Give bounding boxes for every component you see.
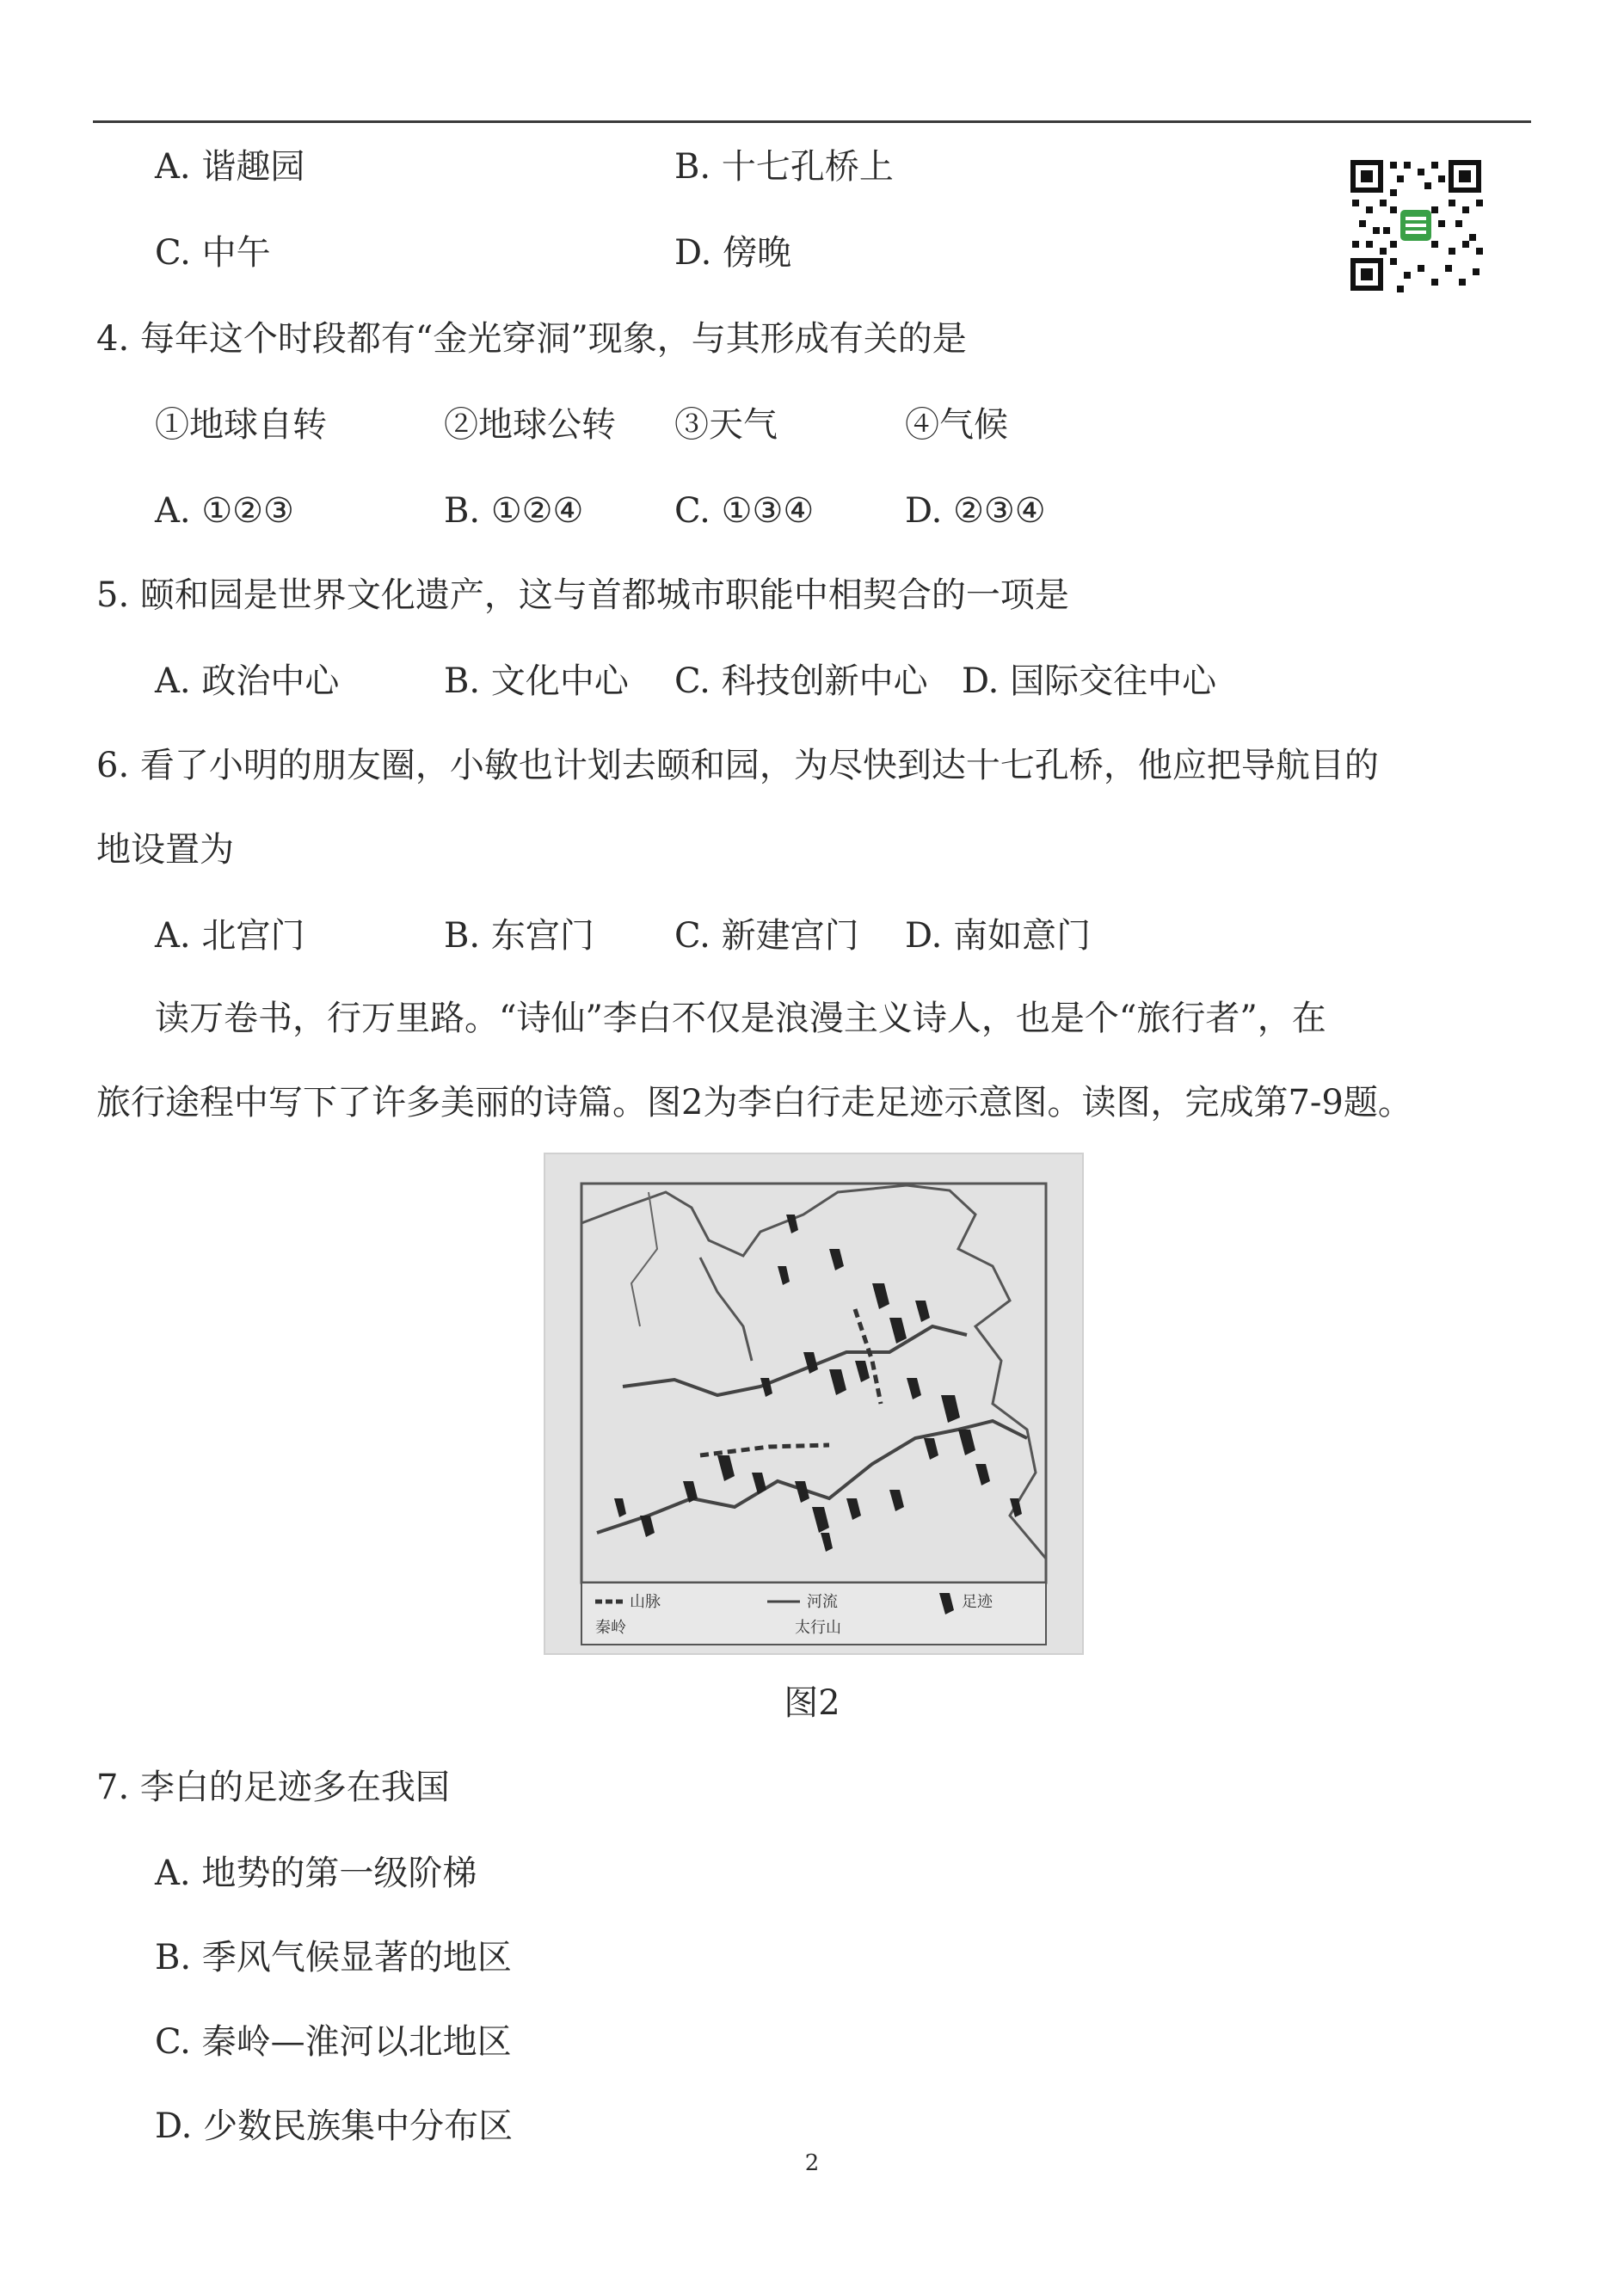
q4-option-c[interactable]: C. ①③④ [674, 491, 815, 531]
q5-option-a[interactable]: A. 政治中心 [155, 661, 340, 701]
header-rule [93, 120, 1531, 123]
q6-stem-line2: 地设置为 [96, 830, 234, 870]
map-svg [545, 1154, 1082, 1653]
q6-option-b[interactable]: B. 东宫门 [444, 916, 594, 956]
q4-option-b[interactable]: B. ①②④ [444, 491, 584, 531]
q5-option-d[interactable]: D. 国际交往中心 [962, 661, 1217, 701]
q7-option-a[interactable]: A. 地势的第一级阶梯 [155, 1854, 477, 1893]
q7-option-b[interactable]: B. 季风气候显著的地区 [155, 1938, 512, 1977]
q4-option-d[interactable]: D. ②③④ [905, 491, 1046, 531]
q5-option-c[interactable]: C. 科技创新中心 [674, 661, 928, 701]
q4-item-2: ②地球公转 [444, 405, 616, 445]
q3-option-a[interactable]: A. 谐趣园 [155, 147, 305, 187]
q3-option-c[interactable]: C. 中午 [155, 233, 271, 273]
q5-stem: 5. 颐和园是世界文化遗产，这与首都城市职能中相契合的一项是 [96, 575, 1069, 615]
q7-option-d[interactable]: D. 少数民族集中分布区 [155, 2106, 514, 2146]
legend-footprint-label: 足迹 [962, 1593, 993, 1611]
q6-option-a[interactable]: A. 北宫门 [155, 916, 305, 956]
q4-item-3: ③天气 [674, 405, 778, 445]
q3-option-b[interactable]: B. 十七孔桥上 [674, 147, 894, 187]
q7-stem: 7. 李白的足迹多在我国 [96, 1768, 450, 1807]
legend-river-label: 河流 [807, 1593, 838, 1611]
q4-option-a[interactable]: A. ①②③ [155, 491, 294, 531]
q6-option-c[interactable]: C. 新建宫门 [674, 916, 859, 956]
legend-mountain-label: 山脉 [630, 1593, 661, 1611]
passage-line1: 读万卷书，行万里路。“诗仙”李白不仅是浪漫主义诗人，也是个“旅行者”，在 [155, 999, 1326, 1038]
legend-qinling-label: 秦岭 [595, 1619, 626, 1637]
q3-option-d[interactable]: D. 傍晚 [674, 233, 792, 273]
q7-option-c[interactable]: C. 秦岭—淮河以北地区 [155, 2022, 512, 2062]
passage-line2: 旅行途程中写下了许多美丽的诗篇。图2为李白行走足迹示意图。读图，完成第7-9题。 [96, 1083, 1412, 1122]
q4-item-1: ①地球自转 [155, 405, 327, 445]
q6-stem-line1: 6. 看了小明的朋友圈，小敏也计划去颐和园，为尽快到达十七孔桥，他应把导航目的 [96, 746, 1379, 785]
figure-2-map [544, 1153, 1084, 1655]
q6-option-d[interactable]: D. 南如意门 [905, 916, 1092, 956]
qr-code-icon [1347, 157, 1485, 294]
q4-stem: 4. 每年这个时段都有“金光穿洞”现象，与其形成有关的是 [96, 319, 967, 359]
legend-taihang-label: 太行山 [795, 1619, 841, 1637]
q5-option-b[interactable]: B. 文化中心 [444, 661, 629, 701]
q4-item-4: ④气候 [905, 405, 1008, 445]
figure-caption: 图2 [784, 1683, 840, 1723]
page-number: 2 [804, 2150, 820, 2176]
